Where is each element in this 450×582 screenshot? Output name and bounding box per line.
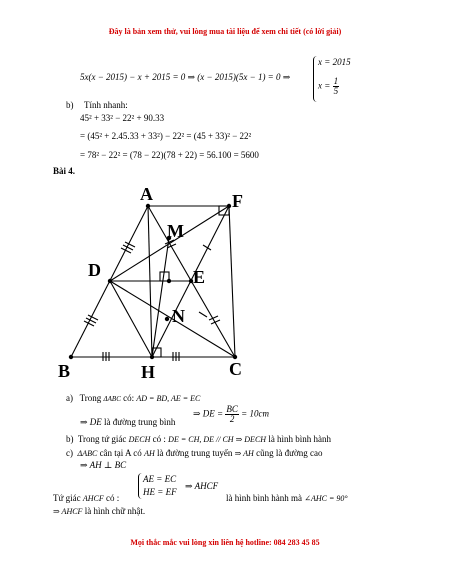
label-m: M	[167, 221, 184, 241]
label-d: D	[88, 260, 101, 280]
sol-b-line: b) Trong tứ giác DECH có : DE = CH, DE // CH ⇒ DECH là hình bình hành	[66, 434, 332, 444]
label-f: F	[232, 191, 243, 211]
tick-db	[84, 315, 98, 326]
point-b	[69, 355, 73, 359]
bai4-title: Bài 4.	[53, 166, 76, 176]
part-b-title: Tính nhanh:	[84, 100, 128, 110]
calc-line-2: = (45² + 2.45.33 + 33²) − 22² = (45 + 33)² − 22²	[80, 131, 252, 141]
tick-ad	[121, 242, 135, 253]
point-a	[146, 204, 150, 208]
segment-fc	[229, 206, 235, 357]
segment-dh	[110, 281, 152, 357]
label-e: E	[193, 267, 206, 287]
label-a: A	[140, 184, 153, 204]
point-d	[108, 279, 112, 283]
sol-a-line2: ⇒ DE là đường trung bình	[80, 417, 176, 427]
sol-e-line: ⇒ AHCF là hình chữ nhật.	[53, 506, 146, 516]
solution-2: x = $\frac{1}{5}$	[318, 76, 339, 96]
point-n	[165, 317, 169, 321]
sol-d-cond2: HE = EF	[143, 487, 177, 497]
calc-line-1: 45² + 33² − 22² + 90.33	[80, 113, 165, 123]
point-h	[150, 355, 154, 359]
point-intersect	[167, 279, 171, 283]
sol-d-line: Tứ giác AHCF có :	[53, 493, 120, 503]
label-n: N	[172, 306, 185, 326]
sol-d-imp: ⇒ AHCF	[185, 481, 219, 491]
tick-ec	[209, 316, 220, 324]
label-c: C	[229, 359, 242, 379]
sol-d-cond1: AE = EC	[143, 474, 177, 484]
sol-d-line-2: là hình bình hành mà ∠AHC = 90°	[226, 493, 348, 503]
header-notice: Đây là bản xem thử, vui lòng mua tài liệu để xem chi tiết (có lời giải)	[108, 27, 342, 36]
tick-he	[199, 312, 207, 317]
footer-notice: Mọi thắc mắc vui lòng xin liên hệ hotline: 084 283 45 85	[130, 538, 320, 547]
sol-c-line1: c) ΔABC cân tại A có AH là đường trung tuyến ⇒ AH cũng là đường cao	[66, 448, 323, 458]
solution-1: x = 2015	[318, 57, 351, 67]
sol-a-result: ⇒ DE = $\frac{BC}{2}$ = 10cm	[193, 404, 269, 424]
calc-line-3: = 78² − 22² = (78 − 22)(78 + 22) = 56.100 = 5600	[80, 150, 259, 160]
part-b-label: b)	[66, 100, 74, 110]
label-b: B	[58, 361, 71, 381]
sol-c-line2: ⇒ AH ⊥ BC	[80, 460, 127, 470]
equation-line: 5x(x − 2015) − x + 2015 = 0 ⇒ (x − 2015)(5x − 1) = 0 ⇒	[80, 72, 291, 82]
sol-a-line1: a) Trong ΔABC có: AD = BD, AE = EC	[66, 393, 201, 403]
label-h: H	[141, 362, 156, 382]
point-f	[227, 204, 231, 208]
